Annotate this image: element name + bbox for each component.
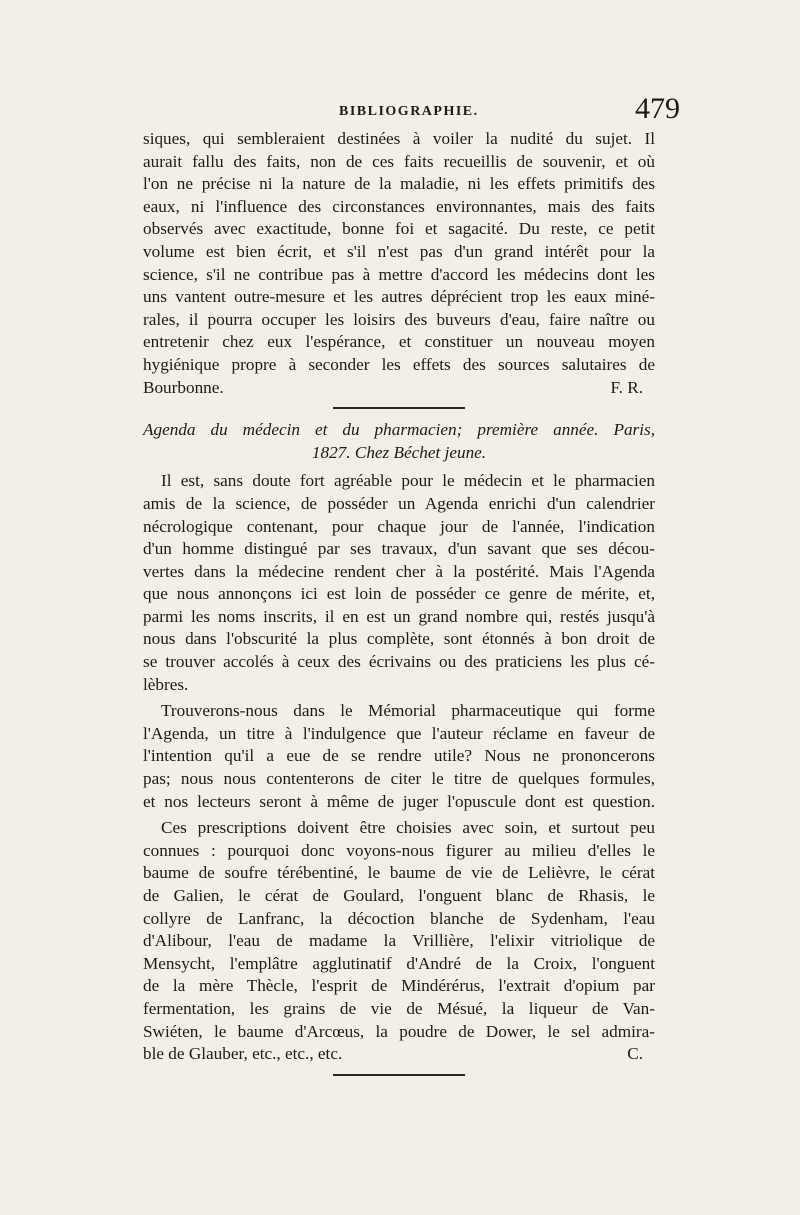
text-line: Ces prescriptions doivent être choisies avec soin, et surtout peu [161,818,655,838]
review-1 [143,128,655,399]
text-line: connues : pourquoi donc voyons-nous figurer au milieu d'elles le [143,840,655,860]
text-line: et nos lecteurs seront à même de juger l'opuscule dont est question. [143,791,655,811]
text-line: entretenir chez eux l'espérance, et constituer un nouveau moyen [143,332,655,352]
signature-line [143,377,655,400]
review-1-signature: F. R. [610,377,643,397]
text-line: Mensycht, l'emplâtre agglutinatif d'André de la Croix, l'onguent [143,953,655,973]
page-body [143,128,655,1086]
text-line: vertes dans la médecine rendent cher à la postérité. Mais l'Agenda [143,561,655,581]
text-line: nécrologique contenant, pour chaque jour de l'année, l'indication [143,516,655,536]
text-line: siques, qui sembleraient destinées à voiler la nudité du sujet. Il [143,129,655,148]
text-line: amis de la science, de posséder un Agenda enrichi d'un calendrier [143,493,655,513]
text-line: rales, il pourra occuper les loisirs des buveurs d'eau, faire naître ou [143,309,655,329]
paragraph-2 [143,700,655,813]
paragraph-3 [143,817,655,1066]
text-line: uns vantent outre-mesure et les autres déprécient trop les eaux miné- [143,287,655,307]
text-line: baume de soufre térébentiné, le baume de vie de Lelièvre, le cérat [143,863,655,883]
text-line: se trouver accolés à ceux des écrivains ou des praticiens les plus cé- [143,652,655,672]
text-line: volume est bien écrit, et s'il n'est pas d'un grand intérêt pour la [143,241,655,261]
section-divider [333,407,465,409]
text-line: lèbres. [143,674,189,694]
paragraph-1 [143,470,655,696]
text-line: d'Alibour, l'eau de madame la Vrillière, l'elixir vitriolique de [143,931,655,951]
text-line: pas; nous nous contenterons de citer le titre de quelques formules, [143,769,655,789]
text-line: Bourbonne. [143,377,224,397]
text-line: de la mère Thècle, l'esprit de Mindérérus, l'extrait d'opium par [143,976,655,996]
text-line: aurait fallu des faits, non de ces faits recueillis de souvenir, et où [143,151,655,171]
text-line: l'on ne précise ni la nature de la maladie, ni les effets primitifs des [143,174,655,194]
text-line: eaux, ni l'influence des circonstances environnantes, mais des faits [143,196,655,216]
text-line: que nous annonçons ici est loin de posséder ce genre de mérite, et, [143,584,655,604]
text-line: science, s'il ne contribue pas à mettre d'accord les médecins dont les [143,264,655,284]
text-line: l'Agenda, un titre à l'indulgence que l'auteur réclame en faveur de [143,723,655,743]
text-line: nous dans l'obscurité la plus complète, sont étonnés à bon droit de [143,629,655,649]
text-line: fermentation, les grains de vie de Mésué, la liqueur de Van- [143,998,655,1018]
review-2-title-imprint: 1827. Chez Béchet jeune. [311,442,487,462]
text-line: hygiénique propre à seconder les effets des sources salutaires de [143,354,655,374]
text-line: Trouverons-nous dans le Mémorial pharmaceutique qui forme [161,701,655,721]
section-divider [333,1074,465,1076]
running-head: BIBLIOGRAPHIE. [339,104,479,119]
text-line: collyre de Lanfranc, la décoction blanche de Sydenham, l'eau [143,908,655,928]
signature-line [143,1043,655,1066]
text-line: Il est, sans doute fort agréable pour le médecin et le pharmacien [161,471,655,491]
text-line: d'un homme distingué par ses travaux, d'un savant que ses décou- [143,539,655,559]
review-2-title: Agenda du médecin et du pharmacien; première année. Paris, [143,420,655,440]
page-number: 479 [635,92,680,125]
review-2 [143,419,655,1066]
text-line: l'intention qu'il a eue de se rendre utile? Nous ne prononcerons [143,746,655,766]
page-header [150,92,680,132]
text-line: Swiéten, le baume d'Arcœus, la poudre de Dower, le sel admira- [143,1021,655,1041]
text-line: parmi les noms inscrits, il en est un grand nombre qui, restés jusqu'à [143,606,655,626]
text-line: observés avec exactitude, bonne foi et sagacité. Du reste, ce petit [143,219,655,239]
text-line: ble de Glauber, etc., etc., etc. [143,1044,343,1064]
review-2-signature: C. [627,1044,643,1064]
text-line: de Galien, le cérat de Goulard, l'onguent blanc de Rhasis, le [143,886,655,905]
